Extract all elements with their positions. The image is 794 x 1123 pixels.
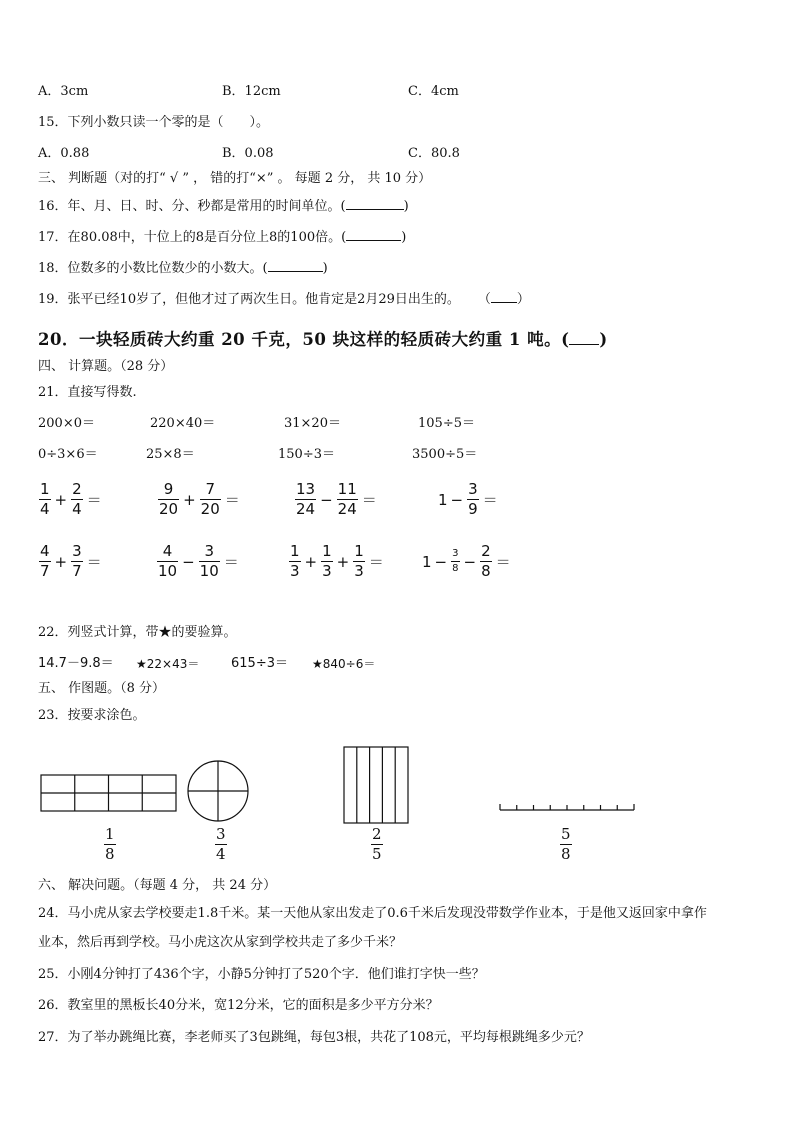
q25: 25．小刚4分钟打了436个字，小静5分钟打了520个字．他们谁打字快一些？ — [38, 967, 485, 982]
q24-line-1: 24．马小虎从家去学校要走1.8千米。某一天他从家出发走了0.6千米后发现没带数学作业本，于是他又返回家中拿作 — [38, 906, 707, 921]
q20-answer-blank[interactable] — [569, 330, 599, 345]
q21-row2-item2: 25×8＝ — [146, 447, 195, 462]
q15-option-a: A．0.88 — [38, 146, 90, 161]
q22-item-1: 14.7－9.8＝ — [38, 656, 114, 671]
q18-text: 18．位数多的小数比位数少的小数大。( — [38, 261, 268, 276]
q23-label-1: $\frac{1}{8}$ — [105, 825, 115, 863]
q21-frac-a4: 1 − $\frac{3}{9}$ ＝ — [438, 480, 498, 518]
q22-item-3: 615÷3＝ — [231, 656, 288, 671]
section-5-title: 五、 作图题。（8 分） — [38, 681, 166, 696]
q21-row1-item3: 31×20＝ — [284, 416, 341, 431]
q21-frac-b2: $\frac{4}{10}$ − $\frac{3}{10}$ ＝ — [158, 542, 239, 580]
q27: 27．为了举办跳绳比赛，李老师买了3包跳绳，每包3根，共花了108元，平均每根跳绳多少元？ — [38, 1030, 590, 1045]
q21-frac-a3: $\frac{13}{24}$ − $\frac{11}{24}$ ＝ — [296, 480, 377, 518]
q17-text: 17．在80.08中，十位上的8是百分位上8的100倍。( — [38, 230, 347, 245]
circle-figure[interactable] — [188, 761, 248, 821]
q21-row1-item4: 105÷5＝ — [418, 416, 475, 431]
strips-rectangle-figure[interactable] — [344, 747, 408, 823]
q23-label-4: $\frac{5}{8}$ — [561, 825, 571, 863]
q22-stem: 22．列竖式计算，带★的要验算。 — [38, 625, 237, 640]
q21-frac-b4: 1 − $\frac{3}{8}$ − $\frac{2}{8}$ ＝ — [422, 542, 511, 580]
q23-label-3: $\frac{2}{5}$ — [372, 825, 382, 863]
q19-answer-blank[interactable] — [491, 290, 517, 303]
q21-row2-item1: 0÷3×6＝ — [38, 447, 98, 462]
q26: 26．教室里的黑板长40分米，宽12分米，它的面积是多少平方分米？ — [38, 998, 439, 1013]
q18 — [38, 259, 328, 278]
q22-item-4: ★840÷6＝ — [312, 657, 376, 671]
q20-text: 20．一块轻质砖大约重 20 千克，50 块这样的轻质砖大约重 1 吨。( — [38, 330, 570, 349]
q15-stem: 15．下列小数只读一个零的是（ ）。 — [38, 115, 270, 130]
q21-row1-item2: 220×40＝ — [150, 416, 216, 431]
q21-frac-b3: $\frac{1}{3}$ + $\frac{1}{3}$ + $\frac{1}{3}$ ＝ — [290, 542, 384, 580]
q21-row2-item4: 3500÷5＝ — [412, 447, 478, 462]
q21-frac-a1: $\frac{1}{4}$ + $\frac{2}{4}$ ＝ — [40, 480, 102, 518]
section-6-title: 六、 解决问题。（每题 4 分， 共 24 分） — [38, 878, 277, 893]
q21-frac-a2: $\frac{9}{20}$ + $\frac{7}{20}$ ＝ — [159, 480, 240, 518]
q14-option-c: C．4cm — [408, 84, 459, 99]
q17-answer-blank[interactable] — [346, 228, 401, 241]
q23-label-2: $\frac{3}{4}$ — [216, 825, 226, 863]
q14-option-b: B．12cm — [222, 84, 281, 99]
q15-option-c: C．80.8 — [408, 146, 460, 161]
q21-row2-item3: 150÷3＝ — [278, 447, 335, 462]
q18-close: ) — [322, 261, 328, 276]
q16-close: ) — [403, 199, 409, 214]
q19-open: （ — [477, 292, 491, 307]
q17-close: ) — [401, 230, 407, 245]
section-4-title: 四、 计算题。（28 分） — [38, 359, 174, 374]
section-3-title: 三、 判断题（对的打“ √ ” ， 错的打“×” 。 每题 2 分， 共 10 分） — [38, 171, 432, 186]
q19-close: ） — [516, 292, 530, 307]
q15-option-b: B．0.08 — [222, 146, 274, 161]
q16 — [38, 197, 409, 216]
q20-close: ) — [599, 330, 608, 349]
q18-answer-blank[interactable] — [268, 259, 323, 272]
segment-line-figure[interactable] — [500, 804, 634, 810]
grid-rectangle-figure[interactable] — [41, 775, 176, 811]
q16-answer-blank[interactable] — [346, 197, 404, 210]
q16-text: 16．年、月、日、时、分、秒都是常用的时间单位。( — [38, 199, 346, 214]
q21-stem: 21．直接写得数. — [38, 385, 137, 400]
q17 — [38, 228, 406, 247]
q23-figures — [0, 740, 794, 825]
q21-row1-item1: 200×0＝ — [38, 416, 95, 431]
q22-item-2: ★22×43＝ — [136, 657, 200, 671]
q24-line-2: 业本，然后再到学校。马小虎这次从家到学校共走了多少千米？ — [38, 935, 403, 950]
q19 — [38, 290, 530, 309]
q20 — [38, 326, 608, 350]
q14-option-a: A．3cm — [38, 84, 89, 99]
q23-stem: 23．按要求涂色。 — [38, 708, 146, 723]
q21-frac-b1: $\frac{4}{7}$ + $\frac{3}{7}$ ＝ — [40, 542, 102, 580]
q19-text: 19．张平已经10岁了，但他才过了两次生日。他肯定是2月29日出生的。 — [38, 292, 460, 307]
